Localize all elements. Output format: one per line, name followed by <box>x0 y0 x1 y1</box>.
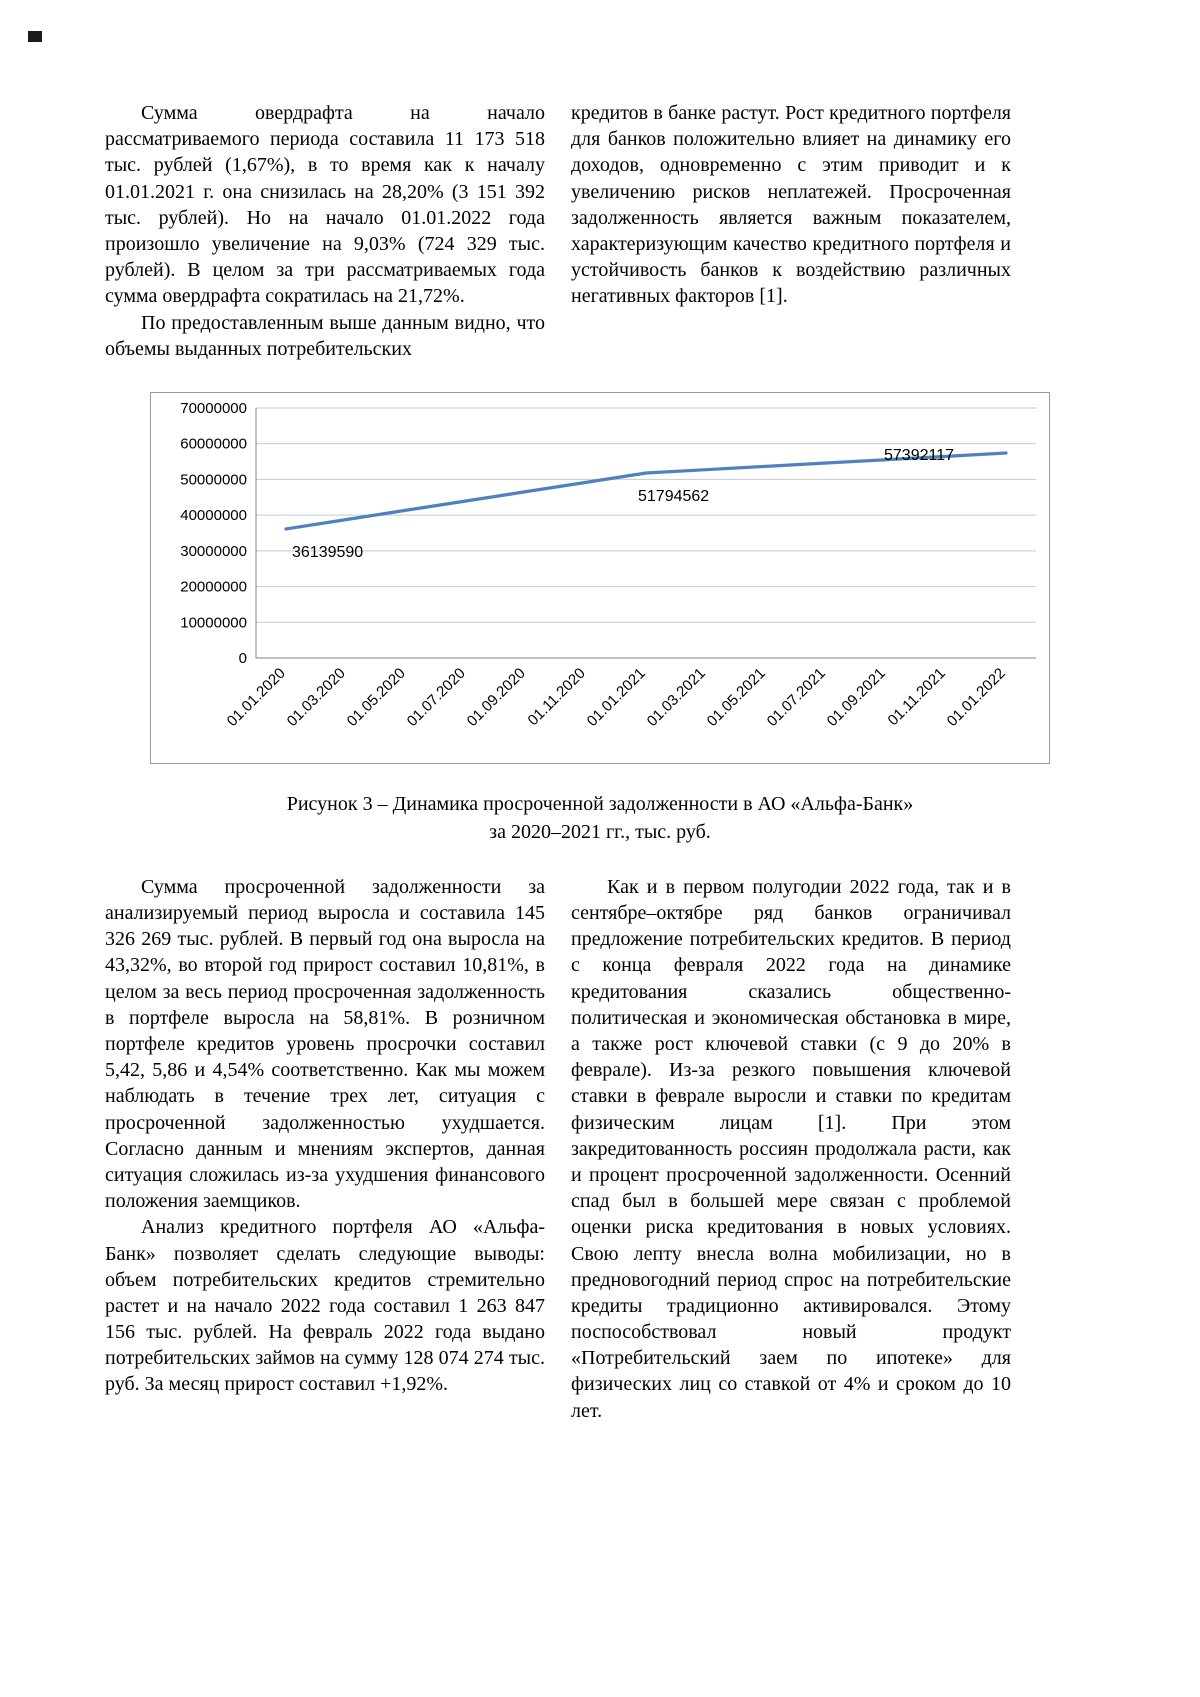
data-label: 51794562 <box>638 487 710 505</box>
y-tick-label: 40000000 <box>180 507 247 525</box>
x-tick-label: 01.01.2022 <box>943 664 1009 730</box>
figure-3 <box>150 392 1050 846</box>
bottom-left-column <box>105 874 545 1424</box>
paragraph: По предоставленным выше данным видно, что объемы выданных потребительских <box>105 311 545 360</box>
y-tick-label: 20000000 <box>180 578 247 596</box>
figure-caption <box>150 790 1050 846</box>
line-chart-svg <box>151 393 1049 763</box>
x-tick-label: 01.09.2021 <box>823 664 889 730</box>
x-tick-label: 01.03.2020 <box>283 664 349 730</box>
top-left-column <box>105 100 545 362</box>
bottom-text-section <box>105 874 1010 1424</box>
data-label: 57392117 <box>884 446 954 464</box>
scan-corner-mark <box>28 31 42 42</box>
figure-caption-line1: Рисунок 3 – Динамика просроченной задолженности в АО «Альфа-Банк» <box>286 792 914 815</box>
figure-caption-line2: за 2020–2021 гг., тыс. руб. <box>489 820 711 843</box>
y-tick-label: 50000000 <box>180 471 247 489</box>
paragraph: Сумма овердрафта на начало рассматриваемого периода составила 11 173 518 тыс. рублей (1,67%), в то время как к началу 01.01.2021 г. она снизилась на 28,20% (3 151 392 тыс. рублей). Но на начало 01.01.2022 года произошло увеличение на 9,03% (724 329 тыс. рублей). В целом за три рассматриваемых года сумма овердрафта сократилась на 21,72%. <box>105 102 545 308</box>
x-tick-label: 01.05.2020 <box>343 664 409 730</box>
x-tick-label: 01.01.2020 <box>223 664 289 730</box>
y-tick-label: 70000000 <box>180 399 247 417</box>
x-tick-label: 01.05.2021 <box>703 664 769 730</box>
x-tick-label: 01.07.2021 <box>763 664 829 730</box>
line-chart <box>150 392 1050 764</box>
bottom-right-column <box>571 874 1011 1424</box>
x-tick-label: 01.01.2021 <box>583 664 649 730</box>
top-text-section <box>105 100 1010 362</box>
page-content <box>105 100 1010 1424</box>
x-tick-label: 01.09.2020 <box>463 664 529 730</box>
y-tick-label: 0 <box>238 649 247 667</box>
data-label: 36139590 <box>292 543 364 561</box>
paragraph: Как и в первом полугодии 2022 года, так и в сентябре–октябре ряд банков ограничивал предложение потребительских кредитов. В период с конца февраля 2022 года на динамике кредитования сказались общественно-политическая и экономическая обстановка в мире, а также рост ключевой ставки (с 9 до 20% в феврале). Из-за резкого повышения ключевой ставки в феврале выросли и ставки по кредитам физическим лицам [1]. При этом закредитованность россиян продолжала расти, как и процент просроченной задолженности. Осенний спад был в большей мере связан с проблемой оценки риска кредитования в новых условиях. Свою лепту внесла волна мобилизации, но в предновогодний период спрос на потребительские кредиты традиционно активировался. Этому поспособствовал новый продукт «Потребительский заем по ипотеке» для физических лиц со ставкой от 4% и сроком до 10 лет. <box>571 875 1011 1422</box>
top-right-column <box>571 100 1011 362</box>
y-tick-label: 30000000 <box>180 542 247 560</box>
x-tick-label: 01.11.2021 <box>884 664 949 730</box>
x-tick-label: 01.07.2020 <box>403 664 469 730</box>
paragraph: Анализ кредитного портфеля АО «Альфа-Банк» позволяет сделать следующие выводы: объем потребительских кредитов стремительно растет и на начало 2022 года составил 1 263 847 156 тыс. рублей. На февраль 2022 года выдано потребительских займов на сумму 128 074 274 тыс. руб. За месяц прирост составил +1,92%. <box>105 1216 545 1396</box>
paragraph: Сумма просроченной задолженности за анализируемый период выросла и составила 145 326 269 тыс. рублей. В первый год она выросла на 43,32%, во второй год прирост составил 10,81%, в целом за весь период просроченная задолженность в портфеле выросла на 58,81%. В розничном портфеле кредитов уровень просрочки составил 5,42, 5,86 и 4,54% соответственно. Как мы можем наблюдать в течение трех лет, ситуация с просроченной задолженностью ухудшается. Согласно данным и мнениям экспертов, данная ситуация сложилась из-за ухудшения финансового положения заемщиков. <box>105 875 545 1213</box>
x-tick-label: 01.11.2020 <box>524 664 589 730</box>
paragraph: кредитов в банке растут. Рост кредитного портфеля для банков положительно влияет на динамику его доходов, одновременно с этим приводит и к увеличению рисков неплатежей. Просроченная задолженность является важным показателем, характеризующим качество кредитного портфеля и устойчивость банков к воздействию различных негативных факторов [1]. <box>571 102 1011 308</box>
x-tick-label: 01.03.2021 <box>643 664 709 730</box>
y-tick-label: 60000000 <box>180 435 247 453</box>
y-tick-label: 10000000 <box>180 614 247 632</box>
